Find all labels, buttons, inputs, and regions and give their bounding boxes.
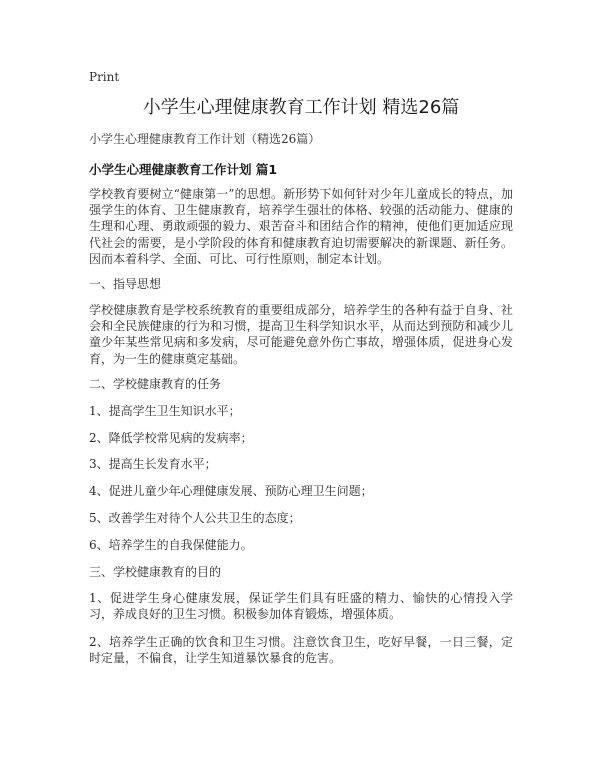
purpose-item-2: 2、培养学生正确的饮食和卫生习惯。注意饮食卫生，吃好早餐，一日三餐，定时定量，不偏食，让学生知道暴饮暴食的危害。 (89, 635, 513, 666)
task-item-3: 3、提高生长发育水平； (89, 457, 217, 471)
section-heading: 小学生心理健康教育工作计划 篇1 (89, 162, 278, 177)
heading-guiding-thought: 一、指导思想 (89, 277, 162, 291)
heading-purpose: 三、学校健康教育的目的 (89, 565, 222, 579)
task-item-2: 2、降低学校常见病的发病率； (89, 431, 253, 445)
print-link[interactable]: Print (89, 70, 120, 84)
intro-paragraph: 学校教育要树立“健康第一”的思想。新形势下如何针对少年儿童成长的特点，加强学生的体育、卫生健康教育，培养学生强壮的体格、较强的活动能力、健康的生理和心理、勇敢顽强的毅力、艰苦奋斗和团结合作的精神，使他们更加适应现代社会的需要，是小学阶段的体育和健康教育迫切需要解决的新课题、新任务。因而本着科学、全面、可比、可行性原则，制定本计划。 (89, 187, 513, 266)
document-subtitle: 小学生心理健康教育工作计划（精选26篇） (89, 132, 321, 146)
guiding-thought-paragraph: 学校健康教育是学校系统教育的重要组成部分，培养学生的各种有益于自身、社会和全民族健康的行为和习惯，提高卫生科学知识水平，从而达到预防和减少儿童少年某些常见病和多发病，尽可能避免意外伤亡事故，增强体质，促进身心发育，为一生的健康奠定基础。 (89, 303, 513, 366)
task-item-5: 5、改善学生对待个人公共卫生的态度； (89, 511, 301, 525)
task-item-1: 1、提高学生卫生知识水平； (89, 404, 241, 418)
page-title: 小学生心理健康教育工作计划 精选26篇 (142, 97, 460, 118)
task-item-4: 4、促进儿童少年心理健康发展、预防心理卫生问题； (89, 484, 373, 498)
task-item-6: 6、培养学生的自我保健能力。 (89, 538, 253, 552)
purpose-item-1: 1、促进学生身心健康发展，保证学生们具有旺盛的精力、愉快的心情投入学习，养成良好的卫生习惯。积极参加体育锻炼，增强体质。 (89, 591, 513, 622)
heading-tasks: 二、学校健康教育的任务 (89, 377, 222, 391)
